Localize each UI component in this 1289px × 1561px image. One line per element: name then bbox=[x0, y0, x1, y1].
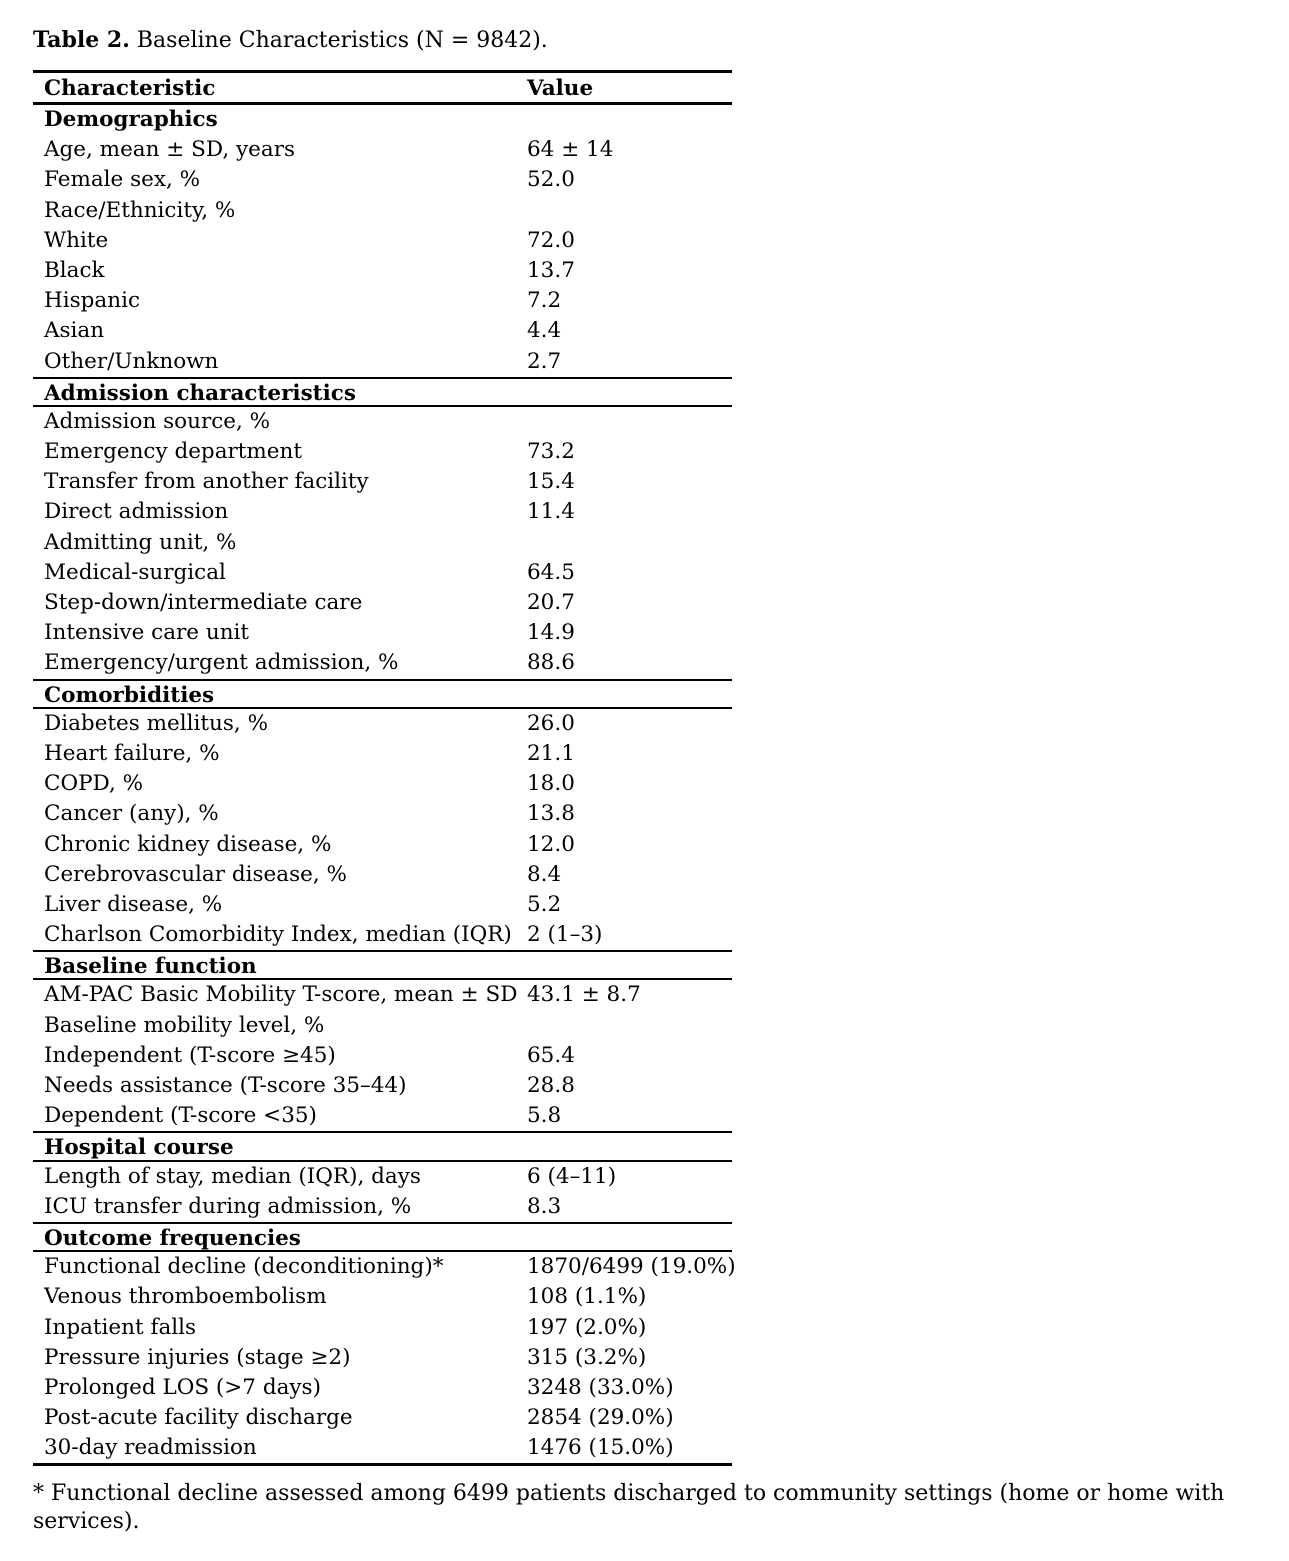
table-row bbox=[33, 1192, 732, 1222]
characteristic-cell: Cerebrovascular disease, % bbox=[44, 861, 347, 887]
value-cell: 315 (3.2%) bbox=[527, 1344, 647, 1370]
characteristic-cell: Inpatient falls bbox=[44, 1314, 197, 1340]
characteristic-cell: White bbox=[44, 227, 109, 253]
table-row bbox=[33, 1252, 736, 1282]
table-row bbox=[33, 980, 732, 1010]
value-cell: 11.4 bbox=[527, 499, 575, 525]
section-header-row bbox=[33, 105, 732, 135]
table-row bbox=[33, 1101, 732, 1131]
value-cell: 2 (1–3) bbox=[527, 922, 603, 948]
table-row bbox=[33, 497, 732, 527]
characteristic-cell: Heart failure, % bbox=[44, 740, 220, 766]
table-footnote: * Functional decline assessed among 6499 patients discharged to community settings (home or home with services). bbox=[33, 1481, 1225, 1535]
characteristic-cell: Prolonged LOS (>7 days) bbox=[44, 1374, 321, 1400]
table-row bbox=[33, 316, 732, 346]
baseline-characteristics-table bbox=[33, 70, 736, 1466]
characteristic-cell: ICU transfer during admission, % bbox=[44, 1193, 412, 1219]
value-cell: 2854 (29.0%) bbox=[527, 1405, 674, 1431]
characteristic-cell: Other/Unknown bbox=[44, 348, 219, 374]
characteristic-cell: Venous thromboembolism bbox=[44, 1284, 327, 1310]
section-header-row bbox=[33, 377, 732, 407]
characteristic-cell: 30-day readmission bbox=[44, 1435, 257, 1461]
characteristic-cell: Charlson Comorbidity Index, median (IQR) bbox=[44, 922, 512, 948]
characteristic-cell: Intensive care unit bbox=[44, 620, 250, 646]
table-row bbox=[33, 1403, 732, 1433]
value-cell: 6 (4–11) bbox=[527, 1163, 617, 1189]
value-cell: 15.4 bbox=[527, 469, 575, 495]
characteristic-cell: Emergency/urgent admission, % bbox=[44, 650, 399, 676]
value-cell: 8.4 bbox=[527, 861, 562, 887]
value-cell: 12.0 bbox=[527, 831, 575, 857]
table-row bbox=[33, 1373, 732, 1403]
table-number: Table 2. bbox=[33, 27, 130, 53]
table-row bbox=[33, 528, 732, 558]
table-row bbox=[33, 196, 732, 226]
characteristic-cell: Black bbox=[44, 257, 105, 283]
section-header-row bbox=[33, 679, 732, 709]
value-cell: 5.2 bbox=[527, 891, 562, 917]
characteristic-cell: Post-acute facility discharge bbox=[44, 1405, 353, 1431]
section-header-row bbox=[33, 950, 732, 980]
characteristic-cell: Emergency department bbox=[44, 439, 303, 465]
value-cell: 2.7 bbox=[527, 348, 562, 374]
value-cell: 43.1 ± 8.7 bbox=[527, 982, 641, 1008]
characteristic-cell: Independent (T-score ≥45) bbox=[44, 1042, 336, 1068]
table-row bbox=[33, 860, 732, 890]
value-cell: 64.5 bbox=[527, 559, 575, 585]
characteristic-cell: COPD, % bbox=[44, 771, 144, 797]
characteristic-cell: Hispanic bbox=[44, 288, 141, 314]
table-row bbox=[33, 618, 732, 648]
value-cell: 4.4 bbox=[527, 318, 562, 344]
table-row bbox=[33, 648, 732, 678]
characteristic-cell: Cancer (any), % bbox=[44, 801, 219, 827]
table-row bbox=[33, 226, 732, 256]
characteristic-cell: Length of stay, median (IQR), days bbox=[44, 1163, 421, 1189]
table-row bbox=[33, 1071, 732, 1101]
table-row bbox=[33, 588, 732, 618]
characteristic-cell: Pressure injuries (stage ≥2) bbox=[44, 1344, 351, 1370]
value-cell: 1476 (15.0%) bbox=[527, 1435, 674, 1461]
table-row bbox=[33, 709, 732, 739]
table-row bbox=[33, 799, 732, 829]
table-row bbox=[33, 347, 732, 377]
value-cell: 5.8 bbox=[527, 1103, 562, 1129]
column-header-characteristic: Characteristic bbox=[44, 76, 216, 101]
table-row bbox=[33, 739, 732, 769]
table-row bbox=[33, 769, 732, 799]
characteristic-cell: Race/Ethnicity, % bbox=[44, 197, 236, 223]
table-row bbox=[33, 830, 732, 860]
characteristic-cell: Chronic kidney disease, % bbox=[44, 831, 332, 857]
section-header-label: Baseline function bbox=[44, 954, 257, 980]
table-header-row bbox=[33, 73, 732, 105]
table-row bbox=[33, 437, 732, 467]
value-cell: 18.0 bbox=[527, 771, 575, 797]
characteristic-cell: Liver disease, % bbox=[44, 891, 223, 917]
table-row bbox=[33, 1011, 732, 1041]
table-row bbox=[33, 165, 732, 195]
table-row bbox=[33, 1162, 732, 1192]
value-cell: 72.0 bbox=[527, 227, 575, 253]
characteristic-cell: Diabetes mellitus, % bbox=[44, 710, 269, 736]
table-row bbox=[33, 890, 732, 920]
characteristic-cell: Female sex, % bbox=[44, 167, 201, 193]
characteristic-cell: Admission source, % bbox=[44, 408, 271, 434]
section-header-label: Admission characteristics bbox=[44, 380, 356, 406]
table-row bbox=[33, 467, 732, 497]
characteristic-cell: Dependent (T-score <35) bbox=[44, 1103, 317, 1129]
value-cell: 197 (2.0%) bbox=[527, 1314, 647, 1340]
characteristic-cell: Medical-surgical bbox=[44, 559, 226, 585]
table-body bbox=[33, 105, 736, 1463]
section-header-label: Outcome frequencies bbox=[44, 1225, 301, 1251]
table-row bbox=[33, 1041, 732, 1071]
table-caption-text: Baseline Characteristics (N = 9842). bbox=[129, 28, 548, 53]
table-row bbox=[33, 1343, 732, 1373]
value-cell: 14.9 bbox=[527, 620, 575, 646]
characteristic-cell: Functional decline (deconditioning)* bbox=[44, 1254, 444, 1280]
value-cell: 3248 (33.0%) bbox=[527, 1374, 674, 1400]
characteristic-cell: Admitting unit, % bbox=[44, 529, 237, 555]
value-cell: 88.6 bbox=[527, 650, 575, 676]
value-cell: 13.7 bbox=[527, 257, 575, 283]
section-header-label: Demographics bbox=[44, 107, 218, 132]
characteristic-cell: Direct admission bbox=[44, 499, 229, 525]
characteristic-cell: Transfer from another facility bbox=[44, 469, 369, 495]
value-cell: 7.2 bbox=[527, 288, 562, 314]
section-header-label: Comorbidities bbox=[44, 682, 215, 708]
value-cell: 1870/6499 (19.0%) bbox=[527, 1254, 736, 1280]
section-header-row bbox=[33, 1222, 732, 1252]
table-row bbox=[33, 1282, 732, 1312]
value-cell: 108 (1.1%) bbox=[527, 1284, 647, 1310]
value-cell: 65.4 bbox=[527, 1042, 575, 1068]
value-cell: 8.3 bbox=[527, 1193, 562, 1219]
table-row bbox=[33, 558, 732, 588]
value-cell: 28.8 bbox=[527, 1073, 575, 1098]
table-row bbox=[33, 135, 732, 165]
section-header-label: Hospital course bbox=[44, 1135, 234, 1161]
value-cell: 21.1 bbox=[527, 740, 575, 766]
table-row bbox=[33, 1313, 732, 1343]
value-cell: 64 ± 14 bbox=[527, 137, 614, 163]
characteristic-cell: AM-PAC Basic Mobility T-score, mean ± SD bbox=[44, 982, 518, 1008]
characteristic-cell: Needs assistance (T-score 35–44) bbox=[44, 1073, 407, 1098]
table-row bbox=[33, 1433, 732, 1463]
table-row bbox=[33, 920, 732, 950]
table-row bbox=[33, 407, 732, 437]
value-cell: 26.0 bbox=[527, 710, 575, 736]
characteristic-cell: Step-down/intermediate care bbox=[44, 590, 363, 615]
characteristic-cell: Asian bbox=[44, 318, 105, 344]
value-cell: 20.7 bbox=[527, 590, 575, 615]
value-cell: 52.0 bbox=[527, 167, 575, 193]
value-cell: 73.2 bbox=[527, 439, 575, 465]
table-row bbox=[33, 256, 732, 286]
characteristic-cell: Baseline mobility level, % bbox=[44, 1012, 325, 1038]
characteristic-cell: Age, mean ± SD, years bbox=[44, 137, 296, 163]
column-header-value: Value bbox=[527, 76, 594, 101]
section-header-row bbox=[33, 1131, 732, 1161]
table-caption bbox=[33, 26, 1256, 55]
table-row bbox=[33, 286, 732, 316]
value-cell: 13.8 bbox=[527, 801, 575, 827]
